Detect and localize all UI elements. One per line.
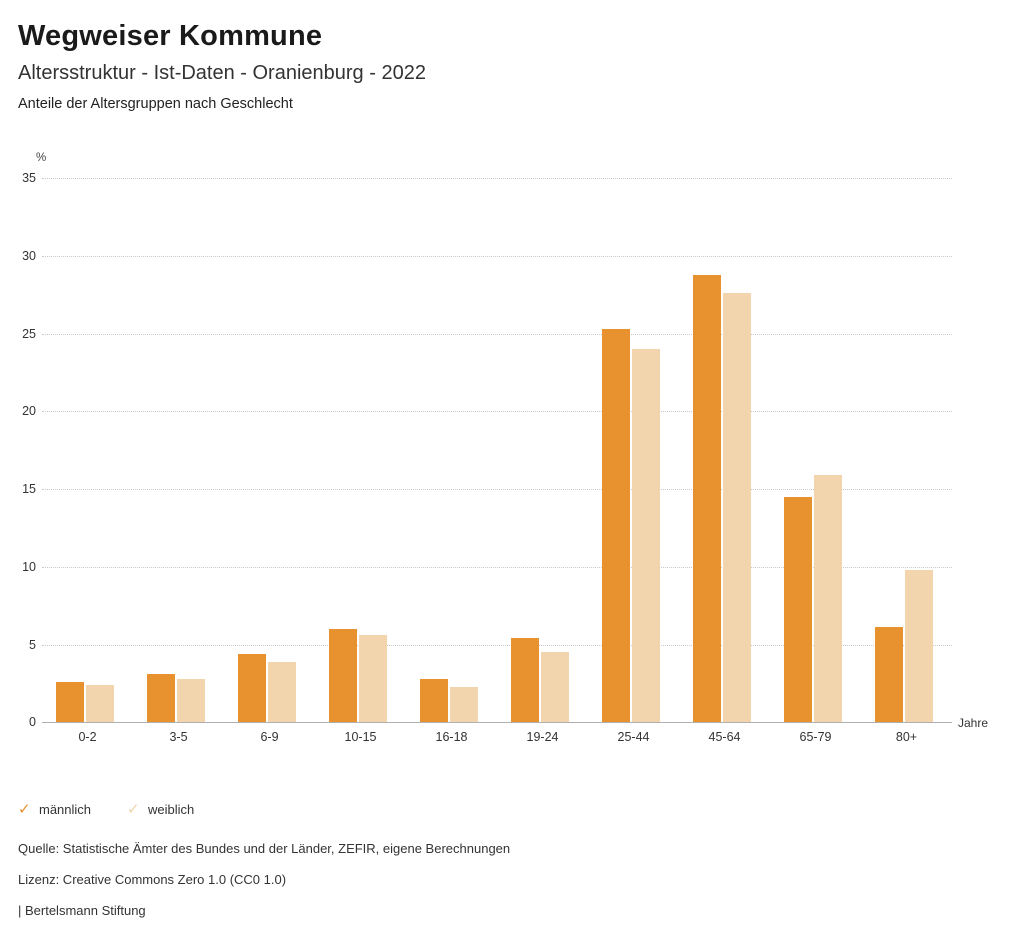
- bar-group: [133, 178, 224, 722]
- plot-area: [22, 171, 952, 745]
- x-axis-tick: 10-15: [344, 730, 377, 745]
- y-axis-tick: 0: [29, 715, 36, 730]
- bar-group: [42, 178, 133, 722]
- y-axis-tick: 5: [29, 637, 36, 652]
- x-axis-tick: 65-79: [799, 730, 832, 745]
- bar-male[interactable]: [238, 654, 266, 722]
- x-axis-tick: 3-5: [169, 730, 188, 745]
- bar-female[interactable]: [723, 293, 751, 722]
- bar-group: [861, 178, 952, 722]
- bar-group: [770, 178, 861, 722]
- y-axis-tick: 20: [22, 404, 36, 419]
- legend-label: weiblich: [148, 802, 195, 817]
- gridline: [42, 722, 952, 723]
- legend-label: männlich: [39, 802, 92, 817]
- bar-female[interactable]: [268, 662, 296, 723]
- bar-male[interactable]: [511, 638, 539, 722]
- bar-male[interactable]: [602, 329, 630, 722]
- chart-legend: [18, 802, 222, 817]
- bar-male[interactable]: [693, 275, 721, 723]
- chart-container: [0, 138, 1024, 758]
- y-axis-tick: 15: [22, 482, 36, 497]
- bar-male[interactable]: [420, 679, 448, 723]
- bar-male[interactable]: [147, 674, 175, 722]
- chart-header: [0, 0, 1024, 112]
- bar-female[interactable]: [450, 687, 478, 723]
- y-axis-tick: 30: [22, 248, 36, 263]
- x-axis-tick: 80+: [895, 730, 918, 745]
- chart-footer: [18, 842, 510, 935]
- bar-group: [497, 178, 588, 722]
- bar-male[interactable]: [329, 629, 357, 722]
- check-icon: ✓: [127, 801, 140, 818]
- x-axis-label: Jahre: [958, 716, 989, 731]
- chart-subtitle: Altersstruktur - Ist-Daten - Oranienburg - 2022: [18, 62, 426, 85]
- bar-female[interactable]: [359, 635, 387, 722]
- chart-description: Anteile der Altersgruppen nach Geschlecht: [18, 96, 293, 113]
- x-axis-tick: 6-9: [260, 730, 279, 745]
- y-axis-tick: 35: [22, 171, 36, 186]
- bar-group: [224, 178, 315, 722]
- bar-group: [679, 178, 770, 722]
- x-axis-tick: 16-18: [435, 730, 468, 745]
- y-axis-unit: %: [36, 152, 47, 165]
- legend-item-female[interactable]: [127, 802, 194, 817]
- bar-female[interactable]: [632, 349, 660, 722]
- bar-female[interactable]: [905, 570, 933, 722]
- bar-series: [42, 178, 952, 722]
- bar-male[interactable]: [875, 627, 903, 722]
- brand-note: | Bertelsmann Stiftung: [18, 903, 146, 918]
- bar-female[interactable]: [177, 679, 205, 723]
- x-axis-tick: 45-64: [708, 730, 741, 745]
- bar-group: [315, 178, 406, 722]
- bar-male[interactable]: [784, 497, 812, 722]
- y-axis-tick: 25: [22, 326, 36, 341]
- bar-female[interactable]: [86, 685, 114, 722]
- bar-group: [588, 178, 679, 722]
- x-axis-tick: 0-2: [78, 730, 97, 745]
- legend-item-male[interactable]: [18, 802, 91, 817]
- page-title: Wegweiser Kommune: [18, 20, 323, 52]
- x-axis-tick: 19-24: [526, 730, 559, 745]
- bar-group: [406, 178, 497, 722]
- check-icon: ✓: [18, 801, 31, 818]
- y-axis-tick: 10: [22, 559, 36, 574]
- x-axis-tick: 25-44: [617, 730, 650, 745]
- source-note: Quelle: Statistische Ämter des Bundes und der Länder, ZEFIR, eigene Berechnungen: [18, 841, 511, 856]
- bar-male[interactable]: [56, 682, 84, 722]
- bar-female[interactable]: [541, 652, 569, 722]
- bar-female[interactable]: [814, 475, 842, 722]
- license-note: Lizenz: Creative Commons Zero 1.0 (CC0 1.0): [18, 872, 287, 887]
